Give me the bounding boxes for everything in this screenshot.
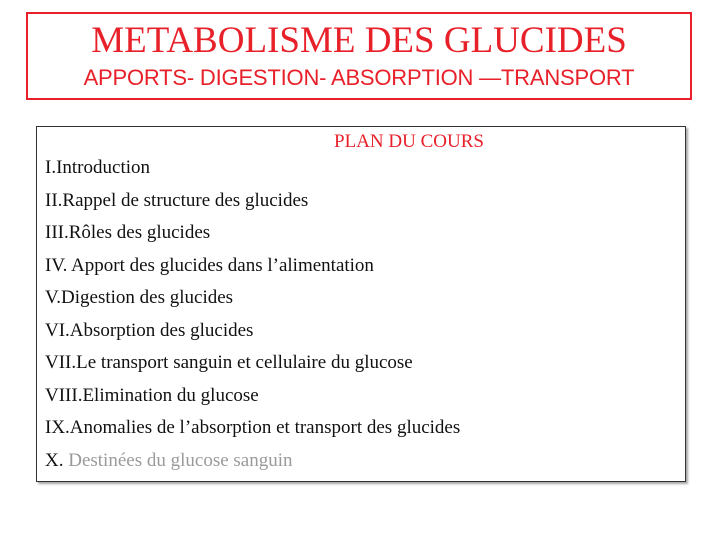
plan-item-absorption: VI.Absorption des glucides (45, 319, 254, 341)
plan-item-apport: IV. Apport des glucides dans l’alimentation (45, 254, 374, 276)
plan-item-anomalies: IX.Anomalies de l’absorption et transport des glucides (45, 417, 461, 438)
page-title: METABOLISME DES GLUCIDES (91, 20, 627, 61)
plan-item-digestion: V.Digestion des glucides (45, 287, 234, 308)
plan-item-structure: II.Rappel de structure des glucides (45, 189, 309, 211)
plan-item-elimination: VIII.Elimination du glucose (45, 384, 259, 406)
plan-item-number: X. (45, 449, 64, 471)
title-box (26, 12, 692, 100)
plan-item-roles: III.Rôles des glucides (45, 222, 211, 243)
plan-item-transport: VII.Le transport sanguin et cellulaire du glucose (45, 352, 413, 373)
plan-title: PLAN DU COURS (334, 131, 484, 152)
plan-item-introduction: I.Introduction (45, 157, 151, 178)
course-plan-box (36, 126, 686, 482)
page-subtitle: APPORTS- DIGESTION- ABSORPTION —TRANSPORT (83, 65, 635, 90)
plan-list (45, 152, 460, 477)
plan-item-text: Destinées du glucose sanguin (63, 449, 293, 471)
plan-item-destinees (45, 445, 460, 478)
